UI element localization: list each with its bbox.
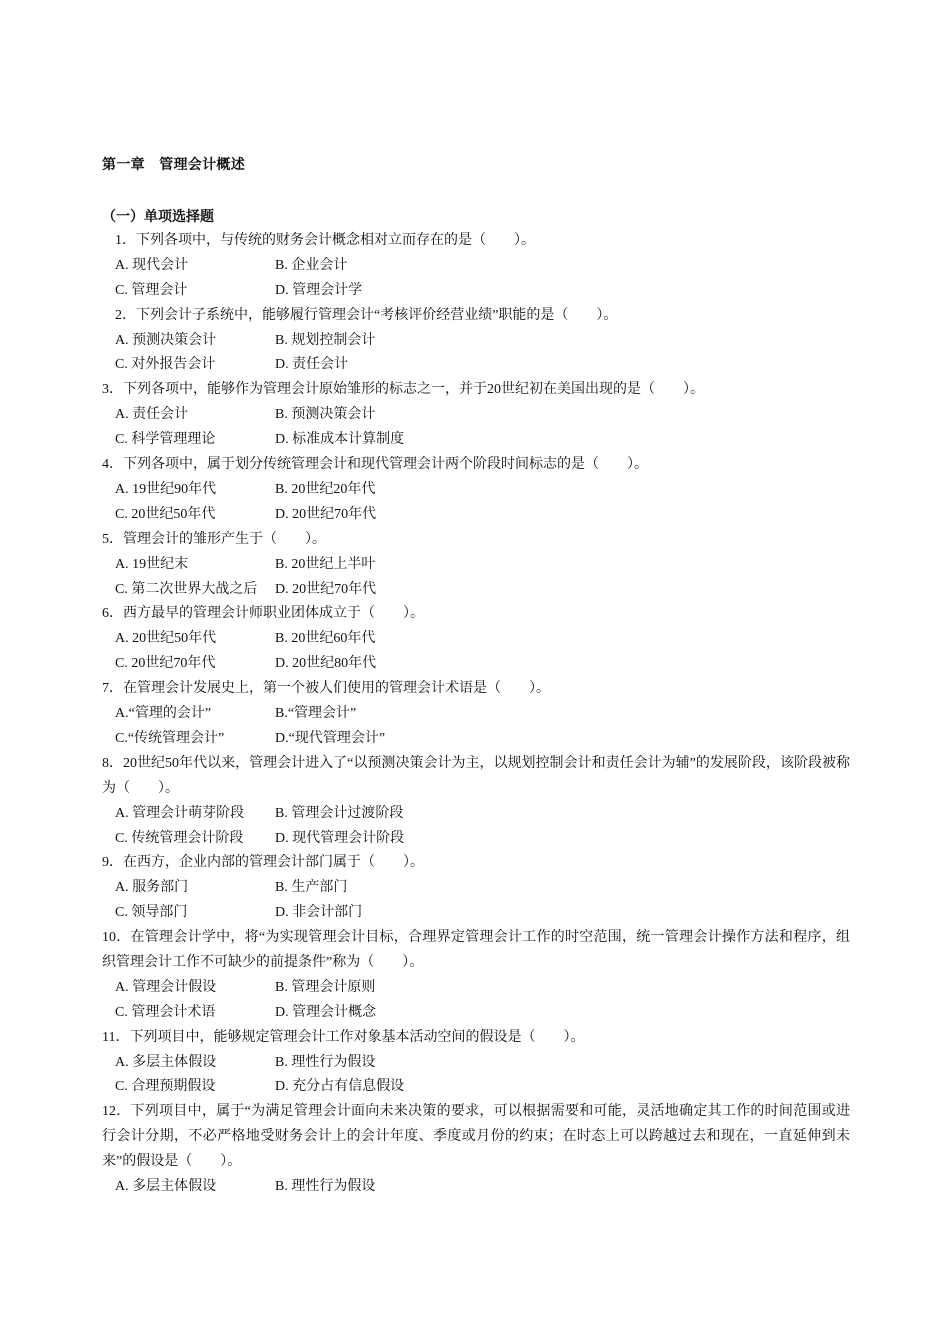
option-text: C.“传统管理会计”: [115, 730, 225, 746]
option-row: [115, 254, 850, 279]
option-text: A. 19世纪末: [115, 556, 189, 572]
option-text: B. 理性行为假设: [275, 1054, 376, 1070]
option-text: A. 管理会计萌芽阶段: [115, 805, 245, 821]
option-row: [115, 702, 850, 727]
option-text: B. 20世纪上半叶: [275, 556, 376, 572]
question-stem: 2．下列会计子系统中，能够履行管理会计“考核评价经营业绩”职能的是（ ）。: [115, 307, 618, 323]
option-text: C. 领导部门: [115, 905, 188, 921]
option-text: D.“现代管理会计”: [275, 730, 386, 746]
question-item: [102, 528, 850, 603]
option-row: [115, 503, 850, 528]
option-list: [102, 702, 850, 752]
option-row: [115, 279, 850, 304]
question-stem: 3．下列各项中，能够作为管理会计原始雏形的标志之一，并于20世纪初在美国出现的是（ ）。: [102, 382, 704, 398]
option-text: B. 管理会计过渡阶段: [275, 805, 404, 821]
option-row: [115, 652, 850, 677]
question-stem: 7．在管理会计发展史上，第一个被人们使用的管理会计术语是（ ）。: [102, 681, 550, 697]
option-text: B. 管理会计原则: [275, 979, 376, 995]
option-text: D. 管理会计概念: [275, 1004, 377, 1020]
question-item: [102, 602, 850, 677]
option-text: B.“管理会计”: [275, 706, 357, 722]
option-row: [115, 578, 850, 603]
option-row: [115, 553, 850, 578]
option-list: [102, 329, 850, 379]
option-list: [102, 1175, 850, 1200]
option-row: [115, 976, 850, 1001]
option-text: A. 管理会计假设: [115, 979, 217, 995]
option-list: [102, 876, 850, 926]
option-text: A. 预测决策会计: [115, 332, 217, 348]
option-text: D. 20世纪80年代: [275, 656, 377, 672]
option-text: D. 20世纪70年代: [275, 506, 377, 522]
question-item: [102, 752, 850, 852]
option-row: [115, 478, 850, 503]
option-row: [115, 1051, 850, 1076]
question-stem: 6．西方最早的管理会计师职业团体成立于（ ）。: [102, 606, 424, 622]
option-text: C. 管理会计术语: [115, 1004, 216, 1020]
option-list: [102, 1051, 850, 1101]
option-row: [115, 901, 850, 926]
option-text: A. 现代会计: [115, 257, 189, 273]
question-item: [102, 378, 850, 453]
section-title: （一）单项选择题: [102, 210, 214, 225]
option-text: D. 标准成本计算制度: [275, 432, 405, 448]
option-text: D. 非会计部门: [275, 905, 363, 921]
question-item: [102, 1026, 850, 1101]
option-text: C. 合理预期假设: [115, 1079, 216, 1095]
option-list: [102, 627, 850, 677]
option-text: D. 现代管理会计阶段: [275, 830, 405, 846]
option-row: [115, 1175, 850, 1200]
option-text: B. 理性行为假设: [275, 1179, 376, 1195]
question-stem: 1．下列各项中，与传统的财务会计概念相对立而存在的是（ ）。: [115, 233, 535, 248]
question-item: [102, 1100, 850, 1200]
option-row: [115, 727, 850, 752]
option-row: [115, 329, 850, 354]
option-list: [102, 553, 850, 603]
option-row: [115, 428, 850, 453]
option-list: [102, 802, 850, 852]
option-text: A. 多层主体假设: [115, 1179, 217, 1195]
question-item: [102, 304, 850, 379]
option-text: A. 服务部门: [115, 880, 189, 896]
question-list: [102, 229, 850, 1200]
option-row: [115, 353, 850, 378]
option-text: B. 企业会计: [275, 257, 348, 273]
option-text: C. 20世纪70年代: [115, 656, 216, 672]
option-list: [102, 478, 850, 528]
question-item: [102, 851, 850, 926]
option-text: C. 管理会计: [115, 282, 188, 298]
option-list: [102, 976, 850, 1026]
question-stem: 9．在西方，企业内部的管理会计部门属于（ ）。: [102, 855, 424, 871]
option-text: C. 科学管理理论: [115, 432, 216, 448]
question-item: [102, 677, 850, 752]
question-stem: 8．20世纪50年代以来，管理会计进入了“以预测决策会计为主，以规划控制会计和责任会计为辅”的发展阶段，该阶段被称为（ ）。: [102, 755, 850, 796]
question-stem: 5．管理会计的雏形产生于（ ）。: [102, 531, 326, 547]
option-text: B. 预测决策会计: [275, 407, 376, 423]
option-row: [115, 1001, 850, 1026]
option-text: B. 生产部门: [275, 880, 348, 896]
question-stem: 4．下列各项中，属于划分传统管理会计和现代管理会计两个阶段时间标志的是（ ）。: [102, 457, 648, 473]
option-text: B. 20世纪60年代: [275, 631, 376, 647]
question-item: [102, 453, 850, 528]
option-list: [102, 403, 850, 453]
option-text: C. 第二次世界大战之后: [115, 581, 258, 597]
option-text: D. 责任会计: [275, 357, 349, 373]
option-text: C. 对外报告会计: [115, 357, 216, 373]
option-list: [102, 254, 850, 304]
option-text: A. 20世纪50年代: [115, 631, 217, 647]
option-row: [115, 876, 850, 901]
option-text: B. 规划控制会计: [275, 332, 376, 348]
option-row: [115, 627, 850, 652]
option-row: [115, 403, 850, 428]
chapter-title: 第一章 管理会计概述: [102, 158, 245, 173]
question-item: [102, 229, 850, 304]
option-text: C. 传统管理会计阶段: [115, 830, 244, 846]
question-stem: 10．在管理会计学中，将“为实现管理会计目标，合理界定管理会计工作的时空范围，统一管理会计操作方法和程序，组织管理会计工作不可缺少的前提条件”称为（ ）。: [102, 930, 850, 970]
question-item: [102, 926, 850, 1026]
option-text: A. 多层主体假设: [115, 1054, 217, 1070]
option-row: [115, 1075, 850, 1100]
option-text: A. 责任会计: [115, 407, 189, 423]
option-text: A. 19世纪90年代: [115, 481, 217, 497]
option-text: B. 20世纪20年代: [275, 481, 376, 497]
question-stem: 11．下列项目中，能够规定管理会计工作对象基本活动空间的假设是（ ）。: [102, 1029, 585, 1045]
option-text: D. 20世纪70年代: [275, 581, 377, 597]
option-row: [115, 802, 850, 827]
option-text: A.“管理的会计”: [115, 706, 212, 722]
option-text: D. 管理会计学: [275, 282, 363, 298]
option-text: C. 20世纪50年代: [115, 506, 216, 522]
option-text: D. 充分占有信息假设: [275, 1079, 405, 1095]
option-row: [115, 827, 850, 852]
question-stem: 12．下列项目中，属于“为满足管理会计面向未来决策的要求，可以根据需要和可能，灵活地确定其工作的时间范围或进行会计分期，不必严格地受财务会计上的会计年度、季度或月份的约束；在时态上可以跨越过去和现在，一直延伸到未来”的假设是（ ）。: [102, 1104, 850, 1170]
